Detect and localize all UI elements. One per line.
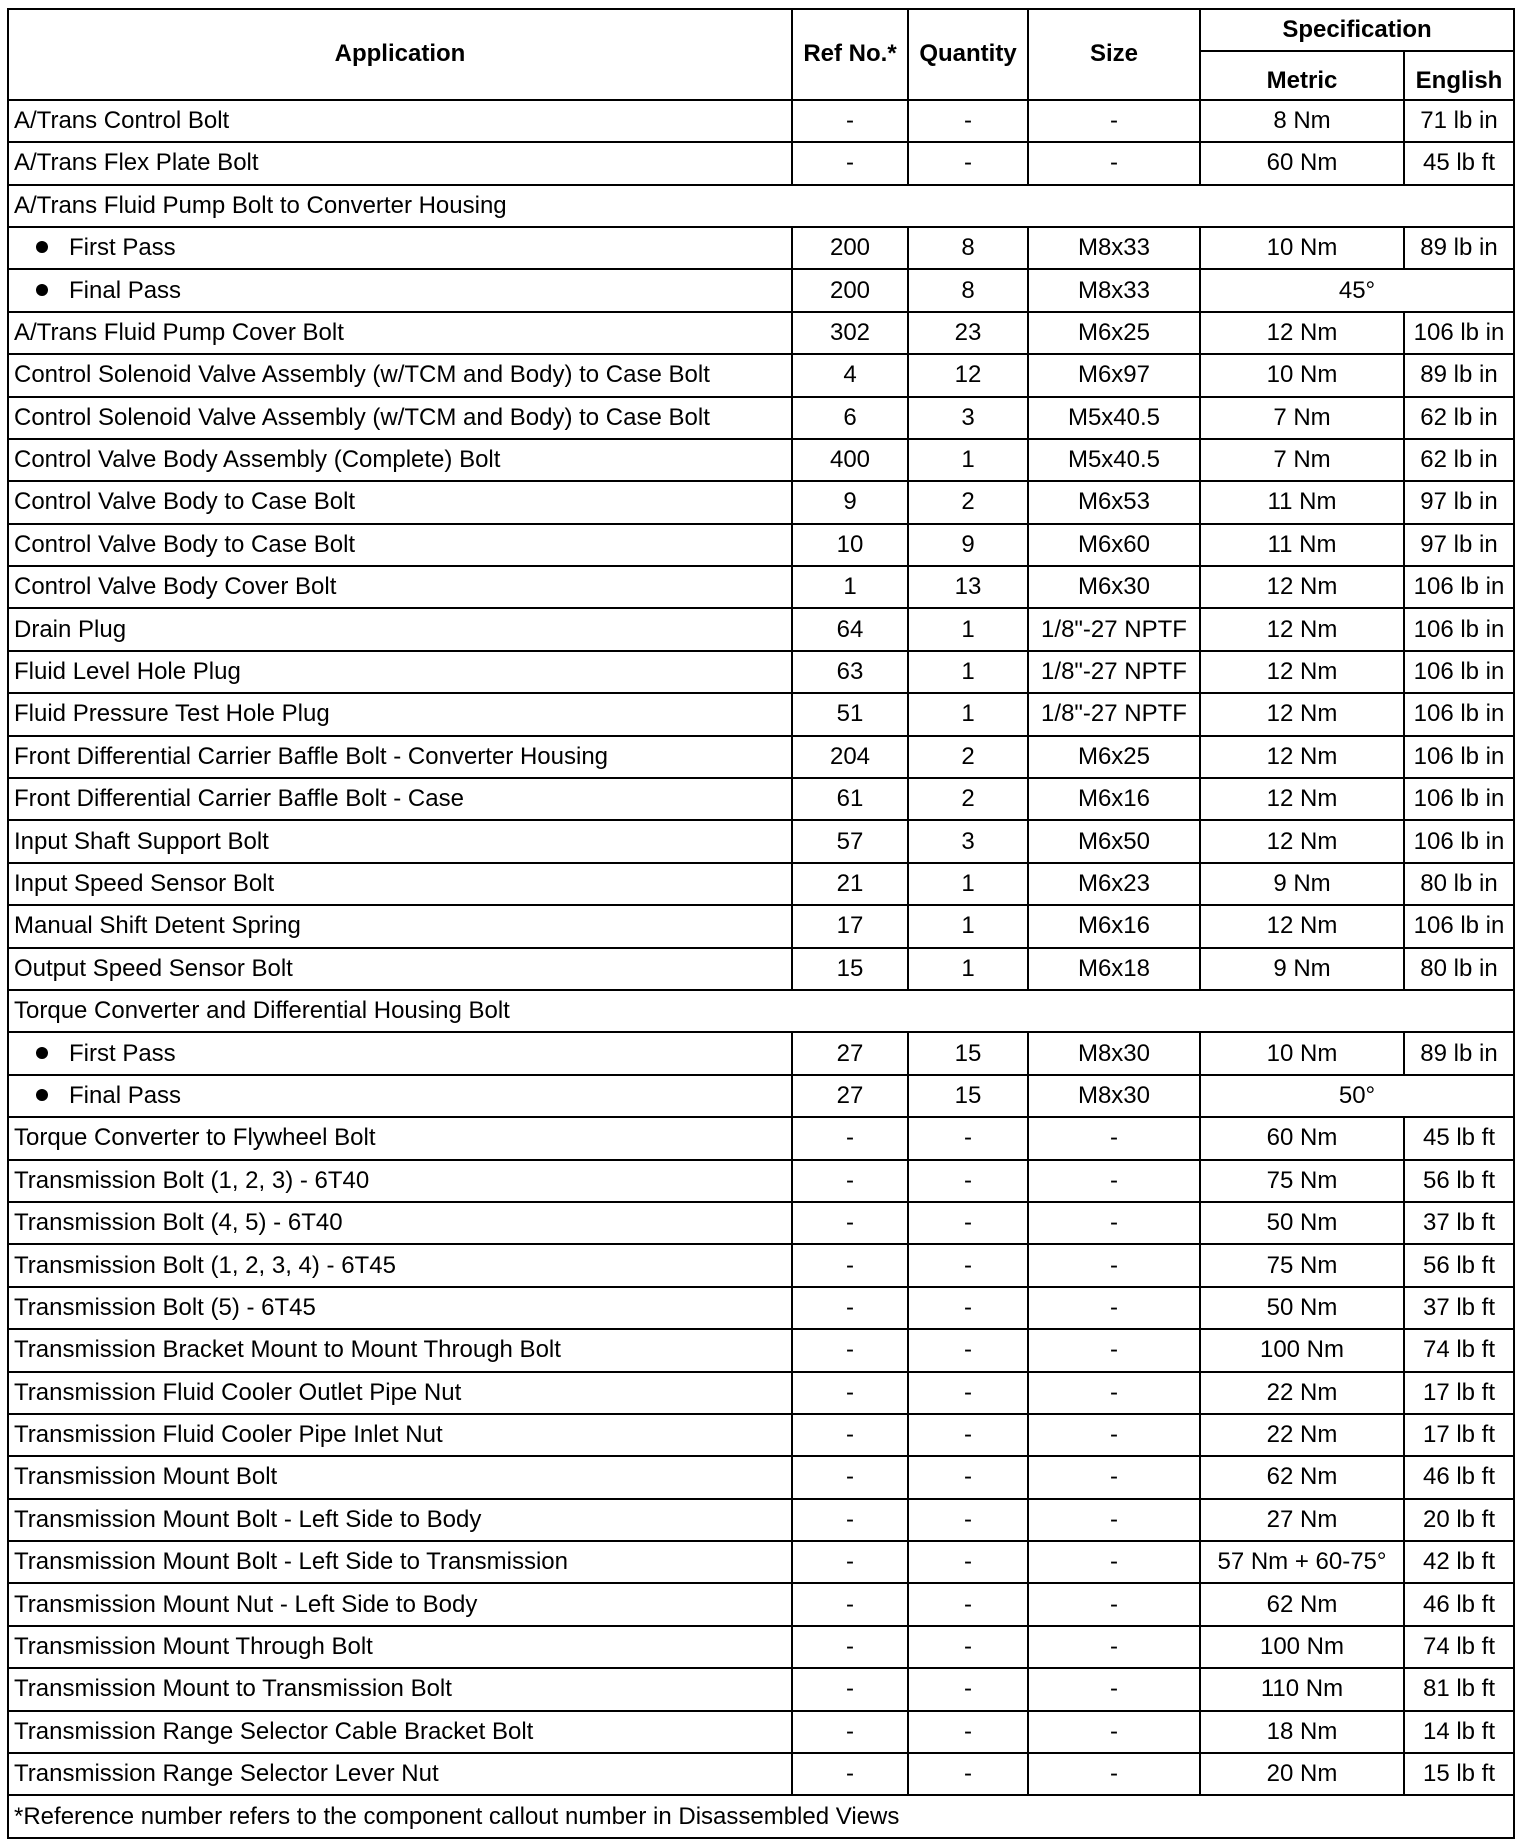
metric-cell: 10 Nm — [1200, 1032, 1404, 1074]
ref-no-cell: - — [792, 1244, 908, 1286]
size-cell: 1/8"-27 NPTF — [1028, 693, 1200, 735]
table-row — [8, 948, 1514, 990]
table-row — [8, 651, 1514, 693]
table-row — [8, 142, 1514, 184]
application-cell: Fluid Pressure Test Hole Plug — [8, 693, 792, 735]
metric-cell: 22 Nm — [1200, 1414, 1404, 1456]
size-cell: - — [1028, 1541, 1200, 1583]
english-cell: 46 lb ft — [1404, 1456, 1514, 1498]
ref-no-cell: - — [792, 1583, 908, 1625]
english-cell: 106 lb in — [1404, 820, 1514, 862]
ref-no-cell: 57 — [792, 820, 908, 862]
bullet-icon — [36, 1047, 48, 1059]
ref-no-cell: - — [792, 1499, 908, 1541]
metric-cell: 62 Nm — [1200, 1583, 1404, 1625]
quantity-cell: 9 — [908, 524, 1028, 566]
english-cell: 106 lb in — [1404, 651, 1514, 693]
metric-cell: 12 Nm — [1200, 693, 1404, 735]
english-cell: 15 lb ft — [1404, 1753, 1514, 1795]
english-cell: 97 lb in — [1404, 481, 1514, 523]
table-body — [8, 100, 1514, 1796]
table-row — [8, 1117, 1514, 1159]
ref-no-cell: 27 — [792, 1075, 908, 1117]
english-cell: 56 lb ft — [1404, 1160, 1514, 1202]
ref-no-cell: - — [792, 100, 908, 142]
english-cell: 37 lb ft — [1404, 1202, 1514, 1244]
quantity-cell: 8 — [908, 227, 1028, 269]
size-cell: - — [1028, 100, 1200, 142]
size-cell: M8x30 — [1028, 1075, 1200, 1117]
quantity-cell: - — [908, 1753, 1028, 1795]
size-cell: M8x33 — [1028, 227, 1200, 269]
application-cell: A/Trans Flex Plate Bolt — [8, 142, 792, 184]
metric-cell: 60 Nm — [1200, 142, 1404, 184]
header-size: Size — [1028, 9, 1200, 100]
header-specification: Specification — [1200, 9, 1514, 51]
quantity-cell: 3 — [908, 397, 1028, 439]
metric-cell: 9 Nm — [1200, 863, 1404, 905]
group-heading: Torque Converter and Differential Housing Bolt — [8, 990, 1514, 1032]
application-label: First Pass — [69, 234, 176, 262]
bullet-icon — [36, 284, 48, 296]
size-cell: M6x50 — [1028, 820, 1200, 862]
table-row — [8, 397, 1514, 439]
english-cell: 17 lb ft — [1404, 1414, 1514, 1456]
size-cell: M6x16 — [1028, 905, 1200, 947]
table-row — [8, 1711, 1514, 1753]
metric-cell: 62 Nm — [1200, 1456, 1404, 1498]
english-cell: 106 lb in — [1404, 566, 1514, 608]
application-cell — [8, 269, 792, 311]
application-cell — [8, 227, 792, 269]
application-cell: Fluid Level Hole Plug — [8, 651, 792, 693]
size-cell: - — [1028, 1499, 1200, 1541]
table-row — [8, 1414, 1514, 1456]
metric-cell: 12 Nm — [1200, 778, 1404, 820]
ref-no-cell: 302 — [792, 312, 908, 354]
metric-cell: 57 Nm + 60-75° — [1200, 1541, 1404, 1583]
quantity-cell: 2 — [908, 736, 1028, 778]
ref-no-cell: 61 — [792, 778, 908, 820]
metric-cell: 110 Nm — [1200, 1668, 1404, 1710]
table-row — [8, 1329, 1514, 1371]
english-cell: 89 lb in — [1404, 227, 1514, 269]
size-cell: - — [1028, 1202, 1200, 1244]
metric-cell: 12 Nm — [1200, 820, 1404, 862]
english-cell: 106 lb in — [1404, 693, 1514, 735]
english-cell: 46 lb ft — [1404, 1583, 1514, 1625]
quantity-cell: - — [908, 100, 1028, 142]
quantity-cell: 13 — [908, 566, 1028, 608]
size-cell: M6x97 — [1028, 354, 1200, 396]
english-cell: 89 lb in — [1404, 354, 1514, 396]
metric-cell: 18 Nm — [1200, 1711, 1404, 1753]
application-cell: Transmission Bolt (1, 2, 3, 4) - 6T45 — [8, 1244, 792, 1286]
english-cell: 97 lb in — [1404, 524, 1514, 566]
table-row — [8, 1160, 1514, 1202]
sub-step — [14, 276, 182, 304]
application-cell: Torque Converter to Flywheel Bolt — [8, 1117, 792, 1159]
metric-cell: 20 Nm — [1200, 1753, 1404, 1795]
english-cell: 45 lb ft — [1404, 142, 1514, 184]
sub-step — [14, 1081, 182, 1109]
application-cell: Control Valve Body to Case Bolt — [8, 524, 792, 566]
ref-no-cell: 6 — [792, 397, 908, 439]
metric-cell: 75 Nm — [1200, 1160, 1404, 1202]
metric-cell: 9 Nm — [1200, 948, 1404, 990]
metric-cell: 12 Nm — [1200, 905, 1404, 947]
application-cell: Control Solenoid Valve Assembly (w/TCM and Body) to Case Bolt — [8, 397, 792, 439]
application-cell: Transmission Fluid Cooler Outlet Pipe Nut — [8, 1372, 792, 1414]
ref-no-cell: 64 — [792, 608, 908, 650]
table-row — [8, 524, 1514, 566]
metric-cell: 27 Nm — [1200, 1499, 1404, 1541]
application-label: Final Pass — [69, 1081, 182, 1109]
table-row — [8, 693, 1514, 735]
size-cell: M6x16 — [1028, 778, 1200, 820]
footnote-row — [8, 1795, 1514, 1837]
application-cell: Input Speed Sensor Bolt — [8, 863, 792, 905]
quantity-cell: 1 — [908, 439, 1028, 481]
size-cell: M6x25 — [1028, 312, 1200, 354]
english-cell: 71 lb in — [1404, 100, 1514, 142]
size-cell: - — [1028, 1711, 1200, 1753]
application-cell: A/Trans Fluid Pump Cover Bolt — [8, 312, 792, 354]
header-ref-no: Ref No.* — [792, 9, 908, 100]
size-cell: M5x40.5 — [1028, 397, 1200, 439]
application-cell: Control Valve Body Cover Bolt — [8, 566, 792, 608]
application-cell: Transmission Bolt (4, 5) - 6T40 — [8, 1202, 792, 1244]
table-row — [8, 863, 1514, 905]
table-row — [8, 566, 1514, 608]
table-row — [8, 227, 1514, 269]
quantity-cell: 1 — [908, 651, 1028, 693]
quantity-cell: - — [908, 1541, 1028, 1583]
metric-cell: 50 Nm — [1200, 1287, 1404, 1329]
table-row — [8, 439, 1514, 481]
application-cell: Transmission Bolt (1, 2, 3) - 6T40 — [8, 1160, 792, 1202]
size-cell: M6x30 — [1028, 566, 1200, 608]
table-row — [8, 1032, 1514, 1074]
english-cell: 37 lb ft — [1404, 1287, 1514, 1329]
table-row — [8, 1753, 1514, 1795]
size-cell: - — [1028, 1456, 1200, 1498]
quantity-cell: 12 — [908, 354, 1028, 396]
application-cell: Transmission Range Selector Cable Bracket Bolt — [8, 1711, 792, 1753]
quantity-cell: 15 — [908, 1075, 1028, 1117]
sub-step — [14, 1039, 176, 1067]
quantity-cell: 1 — [908, 693, 1028, 735]
application-cell: Transmission Range Selector Lever Nut — [8, 1753, 792, 1795]
english-cell: 45 lb ft — [1404, 1117, 1514, 1159]
metric-cell: 11 Nm — [1200, 524, 1404, 566]
quantity-cell: 2 — [908, 778, 1028, 820]
size-cell: - — [1028, 1626, 1200, 1668]
size-cell: - — [1028, 1372, 1200, 1414]
table-row — [8, 1541, 1514, 1583]
application-cell: Transmission Mount Through Bolt — [8, 1626, 792, 1668]
quantity-cell: 1 — [908, 948, 1028, 990]
ref-no-cell: 15 — [792, 948, 908, 990]
quantity-cell: - — [908, 1202, 1028, 1244]
english-cell: 106 lb in — [1404, 905, 1514, 947]
english-cell: 80 lb in — [1404, 863, 1514, 905]
table-row — [8, 1583, 1514, 1625]
english-cell: 89 lb in — [1404, 1032, 1514, 1074]
application-cell: Transmission Mount Bolt - Left Side to Transmission — [8, 1541, 792, 1583]
metric-cell: 12 Nm — [1200, 651, 1404, 693]
header-quantity: Quantity — [908, 9, 1028, 100]
size-cell: M6x18 — [1028, 948, 1200, 990]
size-cell: 1/8"-27 NPTF — [1028, 651, 1200, 693]
table-row — [8, 1668, 1514, 1710]
table-row — [8, 481, 1514, 523]
quantity-cell: - — [908, 1626, 1028, 1668]
quantity-cell: 1 — [908, 608, 1028, 650]
application-cell: Front Differential Carrier Baffle Bolt - Converter Housing — [8, 736, 792, 778]
metric-cell: 60 Nm — [1200, 1117, 1404, 1159]
english-cell: 14 lb ft — [1404, 1711, 1514, 1753]
english-cell: 80 lb in — [1404, 948, 1514, 990]
application-cell: Transmission Bracket Mount to Mount Through Bolt — [8, 1329, 792, 1371]
ref-no-cell: - — [792, 1456, 908, 1498]
table-header — [8, 9, 1514, 100]
english-cell: 56 lb ft — [1404, 1244, 1514, 1286]
table-row — [8, 1456, 1514, 1498]
quantity-cell: - — [908, 1329, 1028, 1371]
size-cell: - — [1028, 1287, 1200, 1329]
quantity-cell: 8 — [908, 269, 1028, 311]
size-cell: - — [1028, 1160, 1200, 1202]
quantity-cell: - — [908, 1372, 1028, 1414]
ref-no-cell: - — [792, 1202, 908, 1244]
metric-cell: 12 Nm — [1200, 312, 1404, 354]
quantity-cell: 3 — [908, 820, 1028, 862]
spec-angle-cell: 45° — [1200, 269, 1514, 311]
size-cell: - — [1028, 1414, 1200, 1456]
size-cell: M8x33 — [1028, 269, 1200, 311]
application-cell: Transmission Fluid Cooler Pipe Inlet Nut — [8, 1414, 792, 1456]
ref-no-cell: - — [792, 1414, 908, 1456]
ref-no-cell: - — [792, 1117, 908, 1159]
ref-no-cell: - — [792, 1753, 908, 1795]
metric-cell: 12 Nm — [1200, 736, 1404, 778]
ref-no-cell: 21 — [792, 863, 908, 905]
english-cell: 74 lb ft — [1404, 1626, 1514, 1668]
table-row — [8, 269, 1514, 311]
english-cell: 106 lb in — [1404, 312, 1514, 354]
application-cell: Control Solenoid Valve Assembly (w/TCM and Body) to Case Bolt — [8, 354, 792, 396]
metric-cell: 12 Nm — [1200, 566, 1404, 608]
quantity-cell: 1 — [908, 863, 1028, 905]
size-cell: - — [1028, 1583, 1200, 1625]
application-cell: Transmission Bolt (5) - 6T45 — [8, 1287, 792, 1329]
header-application: Application — [8, 9, 792, 100]
ref-no-cell: 200 — [792, 227, 908, 269]
ref-no-cell: 200 — [792, 269, 908, 311]
english-cell: 20 lb ft — [1404, 1499, 1514, 1541]
ref-no-cell: 1 — [792, 566, 908, 608]
quantity-cell: 23 — [908, 312, 1028, 354]
table-row — [8, 1202, 1514, 1244]
table-row — [8, 1626, 1514, 1668]
bullet-icon — [36, 1089, 48, 1101]
english-cell: 17 lb ft — [1404, 1372, 1514, 1414]
ref-no-cell: 27 — [792, 1032, 908, 1074]
size-cell: M6x25 — [1028, 736, 1200, 778]
ref-no-cell: - — [792, 142, 908, 184]
table-row — [8, 1075, 1514, 1117]
fastener-spec-table — [7, 8, 1515, 1839]
ref-no-cell: 10 — [792, 524, 908, 566]
quantity-cell: - — [908, 142, 1028, 184]
english-cell: 81 lb ft — [1404, 1668, 1514, 1710]
ref-no-cell: - — [792, 1160, 908, 1202]
quantity-cell: - — [908, 1668, 1028, 1710]
table-row — [8, 820, 1514, 862]
application-cell: Transmission Mount Bolt - Left Side to Body — [8, 1499, 792, 1541]
bullet-icon — [36, 241, 48, 253]
ref-no-cell: 400 — [792, 439, 908, 481]
ref-no-cell: 17 — [792, 905, 908, 947]
quantity-cell: 15 — [908, 1032, 1028, 1074]
english-cell: 106 lb in — [1404, 736, 1514, 778]
metric-cell: 8 Nm — [1200, 100, 1404, 142]
quantity-cell: - — [908, 1711, 1028, 1753]
header-metric: Metric — [1200, 51, 1404, 99]
table-row — [8, 736, 1514, 778]
quantity-cell: 1 — [908, 905, 1028, 947]
size-cell: M6x23 — [1028, 863, 1200, 905]
size-cell: M8x30 — [1028, 1032, 1200, 1074]
metric-cell: 75 Nm — [1200, 1244, 1404, 1286]
application-label: Final Pass — [69, 276, 182, 304]
table-row — [8, 990, 1514, 1032]
application-cell: Front Differential Carrier Baffle Bolt - Case — [8, 778, 792, 820]
application-cell: Transmission Mount Nut - Left Side to Body — [8, 1583, 792, 1625]
ref-no-cell: - — [792, 1541, 908, 1583]
metric-cell: 10 Nm — [1200, 354, 1404, 396]
metric-cell: 100 Nm — [1200, 1329, 1404, 1371]
quantity-cell: - — [908, 1160, 1028, 1202]
group-heading: A/Trans Fluid Pump Bolt to Converter Housing — [8, 185, 1514, 227]
spec-angle-cell: 50° — [1200, 1075, 1514, 1117]
english-cell: 106 lb in — [1404, 778, 1514, 820]
quantity-cell: 2 — [908, 481, 1028, 523]
application-cell — [8, 1075, 792, 1117]
table-row — [8, 778, 1514, 820]
header-row-top — [8, 9, 1514, 51]
size-cell: - — [1028, 1329, 1200, 1371]
application-label: First Pass — [69, 1039, 176, 1067]
quantity-cell: - — [908, 1414, 1028, 1456]
size-cell: - — [1028, 1244, 1200, 1286]
application-cell: Control Valve Body Assembly (Complete) Bolt — [8, 439, 792, 481]
sub-step — [14, 236, 176, 260]
metric-cell: 7 Nm — [1200, 439, 1404, 481]
footnote: *Reference number refers to the component callout number in Disassembled Views — [8, 1795, 1514, 1837]
application-cell: Output Speed Sensor Bolt — [8, 948, 792, 990]
size-cell: M5x40.5 — [1028, 439, 1200, 481]
size-cell: 1/8"-27 NPTF — [1028, 608, 1200, 650]
english-cell: 106 lb in — [1404, 608, 1514, 650]
application-cell — [8, 1032, 792, 1074]
table-row — [8, 1287, 1514, 1329]
ref-no-cell: 204 — [792, 736, 908, 778]
application-cell: Transmission Mount to Transmission Bolt — [8, 1668, 792, 1710]
ref-no-cell: 9 — [792, 481, 908, 523]
ref-no-cell: - — [792, 1372, 908, 1414]
size-cell: - — [1028, 1117, 1200, 1159]
table-row — [8, 905, 1514, 947]
metric-cell: 10 Nm — [1200, 227, 1404, 269]
ref-no-cell: 51 — [792, 693, 908, 735]
size-cell: - — [1028, 142, 1200, 184]
ref-no-cell: - — [792, 1626, 908, 1668]
metric-cell: 11 Nm — [1200, 481, 1404, 523]
table-row — [8, 185, 1514, 227]
table-row — [8, 354, 1514, 396]
size-cell: - — [1028, 1668, 1200, 1710]
quantity-cell: - — [908, 1456, 1028, 1498]
ref-no-cell: 63 — [792, 651, 908, 693]
quantity-cell: - — [908, 1244, 1028, 1286]
table-row — [8, 608, 1514, 650]
table-row — [8, 1499, 1514, 1541]
metric-cell: 100 Nm — [1200, 1626, 1404, 1668]
english-cell: 74 lb ft — [1404, 1329, 1514, 1371]
size-cell: M6x60 — [1028, 524, 1200, 566]
application-cell: Control Valve Body to Case Bolt — [8, 481, 792, 523]
table-row — [8, 1372, 1514, 1414]
english-cell: 42 lb ft — [1404, 1541, 1514, 1583]
quantity-cell: - — [908, 1499, 1028, 1541]
application-cell: Transmission Mount Bolt — [8, 1456, 792, 1498]
quantity-cell: - — [908, 1287, 1028, 1329]
metric-cell: 12 Nm — [1200, 608, 1404, 650]
english-cell: 62 lb in — [1404, 397, 1514, 439]
table-footer — [8, 1795, 1514, 1837]
english-cell: 62 lb in — [1404, 439, 1514, 481]
metric-cell: 22 Nm — [1200, 1372, 1404, 1414]
application-cell: Manual Shift Detent Spring — [8, 905, 792, 947]
header-english: English — [1404, 51, 1514, 99]
application-cell: Drain Plug — [8, 608, 792, 650]
metric-cell: 50 Nm — [1200, 1202, 1404, 1244]
size-cell: M6x53 — [1028, 481, 1200, 523]
ref-no-cell: - — [792, 1711, 908, 1753]
ref-no-cell: 4 — [792, 354, 908, 396]
application-cell: A/Trans Control Bolt — [8, 100, 792, 142]
table-row — [8, 1244, 1514, 1286]
metric-cell: 7 Nm — [1200, 397, 1404, 439]
table-row — [8, 312, 1514, 354]
ref-no-cell: - — [792, 1668, 908, 1710]
quantity-cell: - — [908, 1117, 1028, 1159]
ref-no-cell: - — [792, 1287, 908, 1329]
application-cell: Input Shaft Support Bolt — [8, 820, 792, 862]
ref-no-cell: - — [792, 1329, 908, 1371]
quantity-cell: - — [908, 1583, 1028, 1625]
size-cell: - — [1028, 1753, 1200, 1795]
table-row — [8, 100, 1514, 142]
